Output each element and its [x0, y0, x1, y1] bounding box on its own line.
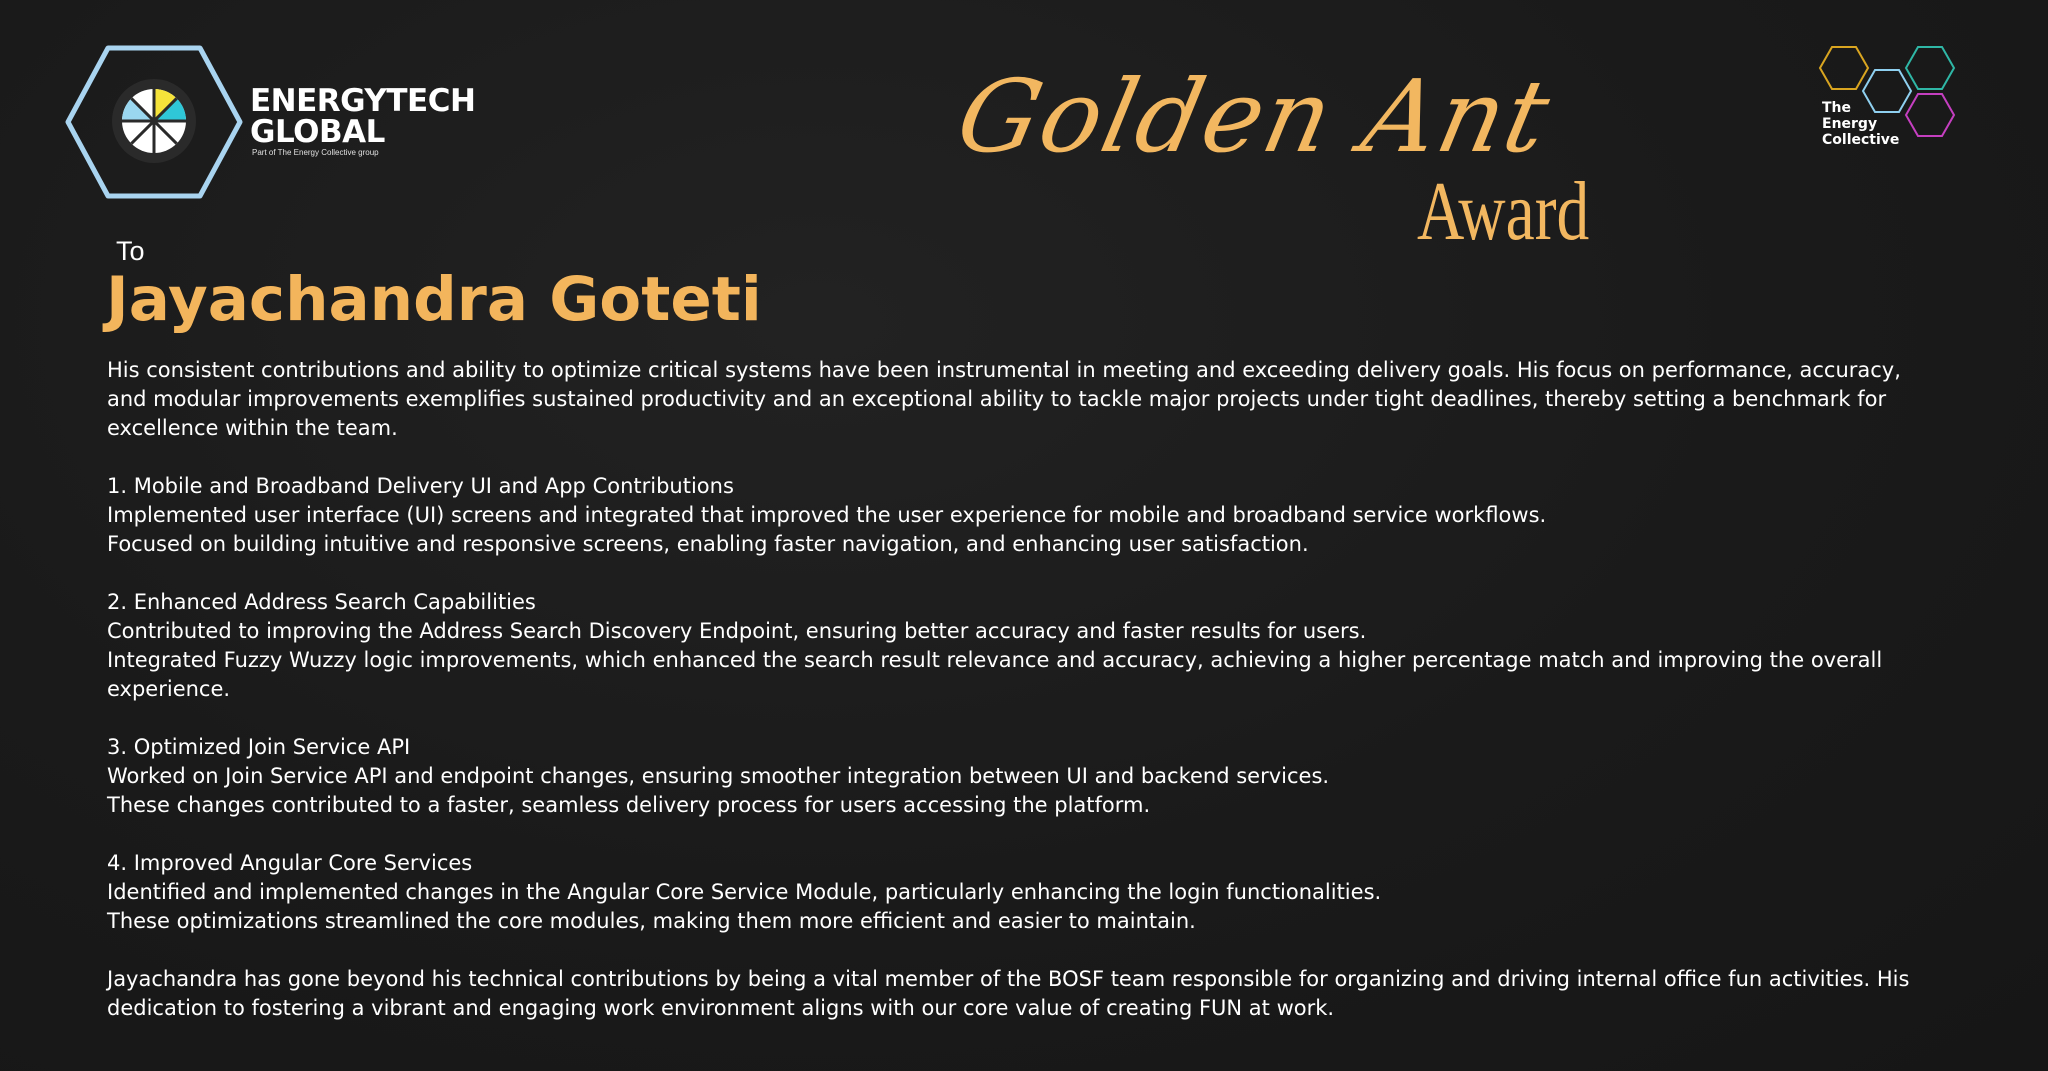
energytech-global-logo [64, 44, 484, 204]
section-4-line-1: Identified and implemented changes in the Angular Core Service Module, particularly enhancing the login functionalities. [107, 880, 1382, 904]
section-2-line-1: Contributed to improving the Address Search Discovery Endpoint, ensuring better accuracy and faster results for users. [107, 619, 1367, 643]
energy-collective-name [1822, 100, 1899, 148]
section-3-line-2: These changes contributed to a faster, seamless delivery process for users accessing the platform. [107, 793, 1151, 817]
energy-collective-logo [1818, 42, 1968, 152]
brand-name-line2: GLOBAL [250, 114, 385, 150]
section-4-heading: 4. Improved Angular Core Services [107, 851, 473, 875]
brand-tagline: Part of The Energy Collective group [252, 148, 379, 157]
to-label: To [116, 236, 145, 266]
award-title [947, 58, 1660, 262]
brand-name-line1: ENERGYTECH [250, 83, 476, 119]
collective-line2: Energy [1822, 116, 1878, 132]
section-2-line-2: Integrated Fuzzy Wuzzy logic improvements, which enhanced the search result relevance and accuracy, achieving a higher percentage match and improving the overall experience. [107, 648, 1883, 701]
recipient-name: Jayachandra Goteti [106, 264, 762, 335]
section-2-heading: 2. Enhanced Address Search Capabilities [107, 590, 536, 614]
section-1-line-1: Implemented user interface (UI) screens and integrated that improved the user experience for mobile and broadband service workflows. [107, 503, 1547, 527]
section-3-heading: 3. Optimized Join Service API [107, 735, 411, 759]
award-script-title: Golden Ant [947, 58, 1561, 175]
collective-line3: Collective [1822, 132, 1900, 148]
section-1-line-2: Focused on building intuitive and responsive screens, enabling faster navigation, and enhancing user satisfaction. [107, 532, 1309, 556]
brand-name [250, 83, 476, 150]
section-4-line-2: These optimizations streamlined the core modules, making them more efficient and easier to maintain. [107, 909, 1196, 933]
citation-body [107, 356, 1947, 1023]
section-3-line-1: Worked on Join Service API and endpoint changes, ensuring smoother integration between UI and backend services. [107, 764, 1330, 788]
section-1-heading: 1. Mobile and Broadband Delivery UI and App Contributions [107, 474, 734, 498]
closing-paragraph: Jayachandra has gone beyond his technical contributions by being a vital member of the BOSF team responsible for organizing and driving internal office fun activities. His dedication to fostering a vibrant and engaging work environment aligns with our core value of creating FUN at work. [107, 967, 1910, 1020]
award-word: Award [1417, 165, 1590, 258]
intro-paragraph: His consistent contributions and ability to optimize critical systems have been instrumental in meeting and exceeding delivery goals. His focus on performance, accuracy, and modular improvements exemplifies sustained productivity and an exceptional ability to tackle major projects under tight deadlines, thereby setting a benchmark for excellence within the team. [107, 358, 1901, 440]
hexagon-logo-icon [64, 44, 244, 204]
collective-line1: The [1822, 100, 1852, 116]
